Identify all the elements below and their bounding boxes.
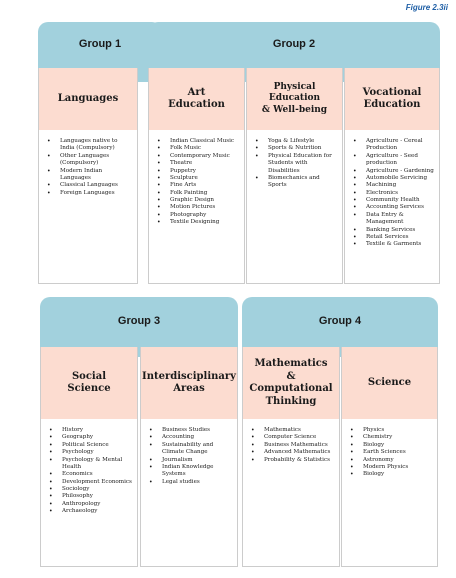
list-item: • Astronomy xyxy=(360,457,433,464)
list-item: • Data Entry & Management xyxy=(363,212,435,227)
list-item: • Accounting xyxy=(159,434,233,441)
vocational-education-list xyxy=(345,130,439,253)
list-item: • Photography xyxy=(167,212,240,219)
science-column xyxy=(341,347,438,567)
list-item: • Mathematics xyxy=(261,427,335,434)
list-item: • Graphic Design xyxy=(167,197,240,204)
list-item: • Foreign Languages xyxy=(57,190,133,197)
group-4-title: Group 4 xyxy=(318,315,362,327)
list-item: • Anthropology xyxy=(59,501,133,508)
art-education-heading: Art Education xyxy=(149,68,244,130)
list-item: • Indian Classical Music xyxy=(167,138,240,145)
list-item: • Agriculture - Seed production xyxy=(363,153,435,168)
list-item: • Sports & Nutrition xyxy=(265,145,338,152)
list-item: • Electronics xyxy=(363,190,435,197)
list-item: • Economics xyxy=(59,471,133,478)
list-item: • Accounting Services xyxy=(363,204,435,211)
science-list xyxy=(342,419,437,483)
list-item: • Psychology & Mental Health xyxy=(59,457,133,472)
list-item: • Community Health xyxy=(363,197,435,204)
list-item: • Automobile Servicing xyxy=(363,175,435,182)
list-item: • Sculpture xyxy=(167,175,240,182)
list-item: • Computer Science xyxy=(261,434,335,441)
art-education-column xyxy=(148,68,245,284)
list-item: • Yoga & Lifestyle xyxy=(265,138,338,145)
list-item: • Advanced Mathematics xyxy=(261,449,335,456)
list-item: • Folk Painting xyxy=(167,190,240,197)
mathematics-column xyxy=(242,347,340,567)
list-item: • Political Science xyxy=(59,442,133,449)
list-item: • Probability & Statistics xyxy=(261,457,335,464)
mathematics-list xyxy=(243,419,339,468)
mathematics-heading: Mathematics & Computational Thinking xyxy=(243,347,339,419)
languages-column xyxy=(38,68,138,284)
group-3-title: Group 3 xyxy=(117,315,161,327)
list-item: • Biology xyxy=(360,442,433,449)
list-item: • Agriculture - Cereal Production xyxy=(363,138,435,153)
figure-label: Figure 2.3ii xyxy=(405,3,448,12)
list-item: • Sustainability and Climate Change xyxy=(159,442,233,457)
list-item: • Retail Services xyxy=(363,234,435,241)
interdisciplinary-column xyxy=(140,347,238,567)
list-item: • Geography xyxy=(59,434,133,441)
list-item: • Business Studies xyxy=(159,427,233,434)
list-item: • Motion Pictures xyxy=(167,204,240,211)
list-item: • Earth Sciences xyxy=(360,449,433,456)
list-item: • Classical Languages xyxy=(57,182,133,189)
list-item: • Chemistry xyxy=(360,434,433,441)
social-science-column xyxy=(40,347,138,567)
list-item: • Textile & Garments xyxy=(363,241,435,248)
social-science-list xyxy=(41,419,137,520)
list-item: • Textile Designing xyxy=(167,219,240,226)
list-item: • History xyxy=(59,427,133,434)
list-item: • Fine Arts xyxy=(167,182,240,189)
list-item: • Languages native to India (Compulsory) xyxy=(57,138,133,153)
social-science-heading: Social Science xyxy=(41,347,137,419)
list-item: • Legal studies xyxy=(159,479,233,486)
list-item: • Folk Music xyxy=(167,145,240,152)
list-item: • Physics xyxy=(360,427,433,434)
list-item: • Indian Knowledge Systems xyxy=(159,464,233,479)
physical-education-column xyxy=(246,68,343,284)
list-item: • Development Economics xyxy=(59,479,133,486)
list-item: • Psychology xyxy=(59,449,133,456)
list-item: • Puppetry xyxy=(167,168,240,175)
list-item: • Biology xyxy=(360,471,433,478)
list-item: • Banking Services xyxy=(363,227,435,234)
physical-education-list xyxy=(247,130,342,194)
list-item: • Machining xyxy=(363,182,435,189)
list-item: • Journalism xyxy=(159,457,233,464)
science-heading: Science xyxy=(342,347,437,419)
vocational-education-column xyxy=(344,68,440,284)
interdisciplinary-heading: Interdisciplinary Areas xyxy=(141,347,237,419)
list-item: • Theatre xyxy=(167,160,240,167)
list-item: • Biomechanics and Sports xyxy=(265,175,338,190)
list-item: • Sociology xyxy=(59,486,133,493)
list-item: • Other Languages (Compulsory) xyxy=(57,153,133,168)
group-2-title: Group 2 xyxy=(272,38,316,50)
list-item: • Agriculture - Gardening xyxy=(363,168,435,175)
list-item: • Modern Indian Languages xyxy=(57,168,133,183)
languages-list xyxy=(39,130,137,201)
list-item: • Philosophy xyxy=(59,493,133,500)
art-education-list xyxy=(149,130,244,231)
list-item: • Modern Physics xyxy=(360,464,433,471)
list-item: • Archaeology xyxy=(59,508,133,515)
group-1-title: Group 1 xyxy=(78,38,122,50)
physical-education-heading: Physical Education & Well-being xyxy=(247,68,342,130)
interdisciplinary-list xyxy=(141,419,237,490)
vocational-education-heading: Vocational Education xyxy=(345,68,439,130)
languages-heading: Languages xyxy=(39,68,137,130)
list-item: • Contemporary Music xyxy=(167,153,240,160)
list-item: • Physical Education for Students with Disabilities xyxy=(265,153,338,175)
list-item: • Business Mathematics xyxy=(261,442,335,449)
